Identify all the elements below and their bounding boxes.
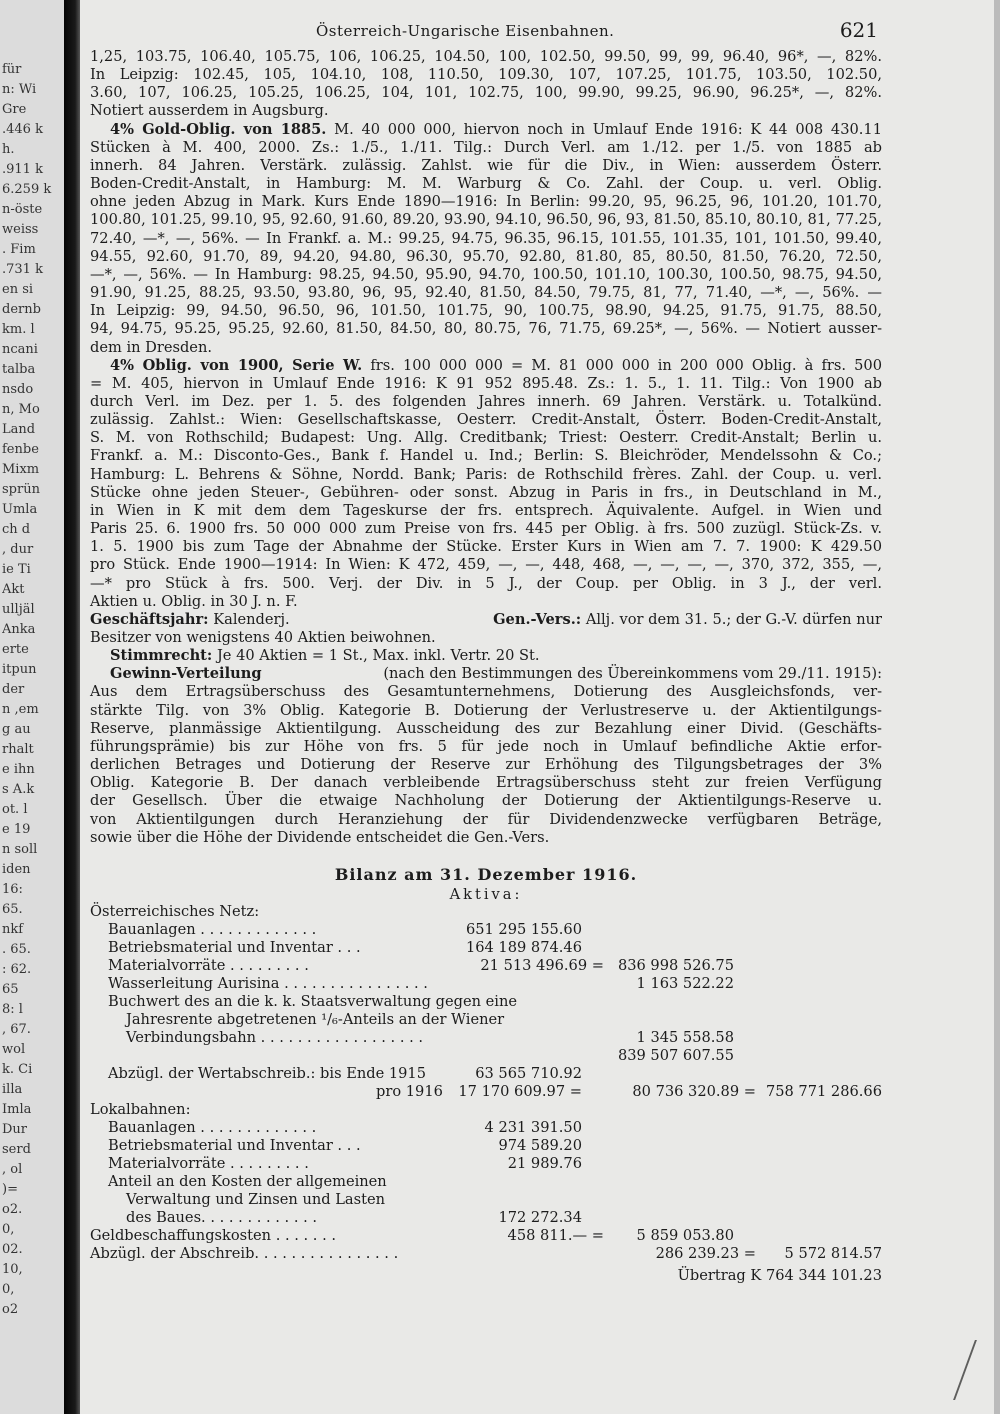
text-line: —* pro Stück à frs. 500. Verj. der Div. in 5 J., der Coup. per Oblig. in 3 J., der verl. — [90, 574, 882, 592]
text-line: 1,25, 103.75, 106.40, 105.75, 106, 106.25, 104.50, 100, 102.50, 99.50, 99, 99, 96.40, 96*, —, 82%. — [90, 48, 882, 65]
balance-row — [90, 1029, 882, 1047]
balance-row — [90, 975, 882, 993]
voting-rights — [90, 647, 882, 665]
bond-heading: 4% Oblig. von 1900, Serie W. — [110, 356, 363, 374]
general-meeting-label: Gen.-Vers.: — [493, 610, 582, 628]
text-line: = M. 405, hiervon in Umlauf Ende 1916: K 91 952 895.48. Zs.: 1. 5., 1. 11. Tilg.: Von 1900 ab — [90, 374, 882, 392]
text-line — [90, 357, 882, 375]
margin-fragment: 10, — [2, 1262, 23, 1277]
item-label: Wasserleitung Aurisina . . . . . . . . . . . . . . . . — [108, 974, 428, 992]
margin-fragment: itpun — [2, 662, 37, 677]
margin-fragment: iden — [2, 862, 31, 877]
fiscal-year-value: Kalenderj. — [213, 610, 290, 628]
page-edge — [994, 0, 1000, 1414]
margin-fragment: 8: l — [2, 1002, 23, 1017]
margin-fragment: ulljäl — [2, 602, 35, 617]
item-label: Geldbeschaffungskosten . . . . . . . — [90, 1226, 337, 1244]
text-line: ohne jeden Abzug in Mark. Kurs Ende 1890—1916: In Berlin: 99.20, 95, 96.25, 96, 101.20, 101.70, — [90, 193, 882, 211]
paragraph-kurse-continued — [90, 48, 882, 121]
item-label: Verbindungsbahn . . . . . . . . . . . . . . . . . . — [126, 1028, 424, 1046]
balance-sheet — [90, 903, 882, 1285]
balance-row — [90, 1267, 882, 1285]
margin-fragment: n soll — [2, 842, 38, 857]
item-value: 21 989.76 — [507, 1154, 582, 1172]
text-line: in Wien in K mit dem dem Tageskurse der frs. entsprech. Äquivalente. Aufgel. in Wien und — [90, 501, 882, 519]
pencil-mark — [953, 1340, 997, 1400]
margin-fragment: h. — [2, 142, 15, 157]
margin-fragment: Gre — [2, 102, 27, 117]
margin-fragment: s A.k — [2, 782, 35, 797]
balance-row — [90, 921, 882, 939]
item-label: Materialvorräte . . . . . . . . . — [108, 956, 309, 974]
balance-row — [90, 1083, 882, 1101]
margin-fragment: Mixm — [2, 462, 40, 477]
margin-fragment: o2. — [2, 1202, 23, 1217]
page-content — [90, 12, 882, 1402]
balance-row — [90, 903, 882, 921]
item-label: des Baues. . . . . . . . . . . . . — [126, 1208, 318, 1226]
item-total: 5 572 814.57 — [784, 1244, 882, 1262]
margin-fragment: o2 — [2, 1302, 19, 1317]
margin-fragment: e ihn — [2, 762, 35, 777]
margin-fragment: , dur — [2, 542, 34, 557]
text-line: In Leipzig: 99, 94.50, 96.50, 96, 101.50, 101.75, 90, 100.75, 98.90, 94.25, 91.75, 91.75, 88.50, — [90, 302, 882, 320]
balance-row — [90, 1209, 882, 1227]
balance-row — [90, 939, 882, 957]
margin-fragment: nkf — [2, 922, 24, 937]
item-label: Abzügl. der Abschreib. . . . . . . . . . . . . . . . — [90, 1244, 399, 1262]
text-line: 100.80, 101.25, 99.10, 95, 92.60, 91.60, 89.20, 93.90, 94.10, 96.50, 96, 93, 81.50, 85.10, 80.10, 81, 77.25, — [90, 211, 882, 229]
margin-fragment: , ol — [2, 1162, 23, 1177]
general-meeting-continued: Besitzer von wenigstens 40 Aktien beiwohnen. — [90, 629, 436, 646]
fiscal-year-label: Geschäftsjahr: — [90, 610, 209, 628]
text-line: Hamburg: L. Behrens & Söhne, Nordd. Bank; Paris: de Rothschild frères. Zahl. der Coup. u. verl. — [90, 465, 882, 483]
item-value: 164 189 874.46 — [465, 938, 582, 956]
margin-fragment: serd — [2, 1142, 31, 1157]
balance-row — [90, 957, 882, 975]
paragraph-oblig-1900 — [90, 357, 882, 611]
margin-fragment: .731 k — [2, 262, 43, 277]
margin-fragment: wol — [2, 1042, 26, 1057]
item-total: 758 771 286.66 — [765, 1082, 882, 1100]
item-value: 1 345 558.58 — [636, 1028, 734, 1046]
item-value: 21 513 496.69 = — [480, 956, 604, 974]
balance-row — [90, 1011, 882, 1029]
margin-fragment: )= — [2, 1182, 18, 1197]
margin-fragment: k. Ci — [2, 1062, 33, 1077]
text-line: durch Verl. im Dez. per 1. 5. des folgenden Jahres innerh. 69 Jahren. Verstärk. u. Totalkünd. — [90, 392, 882, 410]
item-label: Abzügl. der Wertabschreib.: bis Ende 1915 — [108, 1064, 427, 1082]
text-line: In Leipzig: 102.45, 105, 104.10, 108, 110.50, 109.30, 107, 107.25, 101.75, 103.50, 102.50, — [90, 66, 882, 84]
bond-heading: 4% Gold-Oblig. von 1885. — [110, 120, 327, 138]
text-line: 91.90, 91.25, 88.25, 93.50, 93.80, 96, 95, 92.40, 81.50, 84.50, 79.75, 81, 77, 71.40, —*, —, 56%. — — [90, 284, 882, 302]
balance-row — [90, 1173, 882, 1191]
running-head — [90, 12, 882, 48]
margin-fragment: 16: — [2, 882, 23, 897]
margin-fragment: 02. — [2, 1242, 23, 1257]
fiscal-year — [90, 611, 290, 629]
text-line: —*, —, 56%. — In Hamburg: 98.25, 94.50, 95.90, 94.70, 100.50, 101.10, 100.30, 100.50, 98.75, 94.50, — [90, 265, 882, 283]
margin-fragment: illa — [2, 1082, 23, 1097]
margin-fragment: : 62. — [2, 962, 32, 977]
margin-fragment: talba — [2, 362, 36, 377]
margin-fragment: e 19 — [2, 822, 31, 837]
margin-fragment: Akt — [2, 582, 25, 597]
profit-distribution-line: sowie über die Höhe der Dividende entscheidet die Gen.-Vers. — [90, 828, 550, 846]
carry-forward: Übertrag K 764 344 101.23 — [677, 1266, 882, 1284]
text-line: 72.40, —*, —, 56%. — In Frankf. a. M.: 99.25, 94.75, 96.35, 96.15, 101.55, 101.35, 101, 101.50, 99.40, — [90, 229, 882, 247]
margin-fragment: km. l — [2, 322, 35, 337]
margin-fragment: n-öste — [2, 202, 43, 217]
margin-fragment: für — [2, 62, 22, 77]
margin-fragment: Dur — [2, 1122, 28, 1137]
text-line: innerh. 84 Jahren. Verstärk. zulässig. Zahlst. wie für die Div., in Wien: ausserdem Österr. — [90, 156, 882, 174]
text-line: Paris 25. 6. 1900 frs. 50 000 000 zum Preise von frs. 445 per Oblig. à frs. 500 zuzügl. Stück-Zs. v. — [90, 520, 882, 538]
balance-row — [90, 1227, 882, 1245]
item-subtotal: 5 859 053.80 — [636, 1226, 734, 1244]
balance-row — [90, 1245, 882, 1263]
text-line: Notiert ausserdem in Augsburg. — [90, 102, 329, 120]
margin-fragment: fenbe — [2, 442, 39, 457]
balance-row — [90, 993, 882, 1011]
text-line: dem in Dresden. — [90, 338, 212, 356]
item-value: 4 231 391.50 — [484, 1118, 582, 1136]
margin-fragment: 0, — [2, 1282, 15, 1297]
margin-fragment: .446 k — [2, 122, 43, 137]
body-text — [90, 48, 882, 847]
item-value: 286 239.23 = — [655, 1244, 756, 1262]
profit-distribution-line: stärkte Tilg. von 3% Oblig. Kategorie B. Dotierung der Verlustreserve u. der Aktientilgungs- — [90, 701, 882, 719]
text-line: pro Stück. Ende 1900—1914: In Wien: K 472, 459, —, —, 448, 468, —, —, —, —, 370, 372, 355, —, — [90, 556, 882, 574]
margin-fragment: der — [2, 682, 25, 697]
text-line: S. M. von Rothschild; Budapest: Ung. Allg. Creditbank; Triest: Oesterr. Credit-Anstalt; Berlin u. — [90, 429, 882, 447]
text-line: Aktien u. Oblig. in 30 J. n. F. — [90, 592, 298, 610]
margin-fragment: dernb — [2, 302, 41, 317]
margin-fragment: 6.259 k — [2, 182, 52, 197]
margin-fragment: nsdo — [2, 382, 34, 397]
item-label: Materialvorräte . . . . . . . . . — [108, 1154, 309, 1172]
text-line: 1. 5. 1900 bis zum Tage der Abnahme der Stücke. Erster Kurs in Wien am 7. 7. 1900: K 429.50 — [90, 538, 882, 556]
text-line: Stücke ohne jeden Steuer-, Gebühren- oder sonst. Abzug in Paris in frs., in Deutschland in M., — [90, 483, 882, 501]
margin-fragment: ncani — [2, 342, 38, 357]
voting-rights-label: Stimmrecht: — [110, 647, 213, 665]
paragraph-gold-oblig-1885 — [90, 121, 882, 357]
voting-rights-value: Je 40 Aktien = 1 St., Max. inkl. Vertr. 20 St. — [216, 647, 540, 665]
balance-row — [90, 1101, 882, 1119]
margin-fragment: . Fim — [2, 242, 36, 257]
item-label: Betriebsmaterial und Inventar . . . — [108, 938, 361, 956]
margin-fragment: sprün — [2, 482, 40, 497]
balance-row — [90, 1047, 882, 1065]
bond-text: frs. 100 000 000 = M. 81 000 000 in 200 000 Oblig. à frs. 500 — [362, 356, 882, 374]
running-title: Österreich-Ungarische Eisenbahnen. — [316, 22, 615, 40]
item-value: 974 589.20 — [498, 1136, 582, 1154]
balance-row — [90, 1191, 882, 1209]
margin-fragment: 65. — [2, 902, 23, 917]
text-line: Stücken à M. 400, 2000. Zs.: 1./5., 1./11. Tilg.: Durch Verl. am 1./12. per 1./5. von 1885 ab — [90, 138, 882, 156]
profit-distribution-line: (nach den Bestimmungen des Übereinkommens vom 29./11. 1915): — [383, 665, 882, 683]
profit-distribution-label: Gewinn-Verteilung — [110, 665, 262, 683]
balance-sheet-title: Bilanz am 31. Dezember 1916. — [334, 864, 638, 884]
margin-fragment: 65 — [2, 982, 19, 997]
margin-fragment: n, Mo — [2, 402, 40, 417]
item-value: 63 565 710.92 — [475, 1064, 582, 1082]
margin-fragment: Imla — [2, 1102, 32, 1117]
section-label: Österreichisches Netz: — [90, 902, 260, 920]
profit-distribution-line: führungsprämie) bis zur Höhe von frs. 5 für jede noch in Umlauf befindliche Aktie erfor- — [90, 737, 882, 755]
general-meeting — [493, 611, 882, 629]
margin-fragment: Umla — [2, 502, 38, 517]
item-subtotal: 80 736 320.89 = — [632, 1082, 756, 1100]
balance-row — [90, 1137, 882, 1155]
page-number: 621 — [839, 18, 878, 42]
text-line: 3.60, 107, 106.25, 105.25, 106.25, 104, 101, 102.75, 100, 99.90, 99.25, 96.90, 96.25*, —, 82%. — [90, 84, 882, 102]
item-value: 651 295 155.60 — [465, 920, 582, 938]
margin-fragment: weiss — [2, 222, 39, 237]
profit-distribution-line: derlichen Betrages und Dotierung der Reserve zur Erhöhung des Tilgungsbetrages der 3% — [90, 756, 882, 774]
item-label: Betriebsmaterial und Inventar . . . — [108, 1136, 361, 1154]
margin-fragment: rhalt — [2, 742, 34, 757]
fiscal-year-row — [90, 611, 882, 629]
text-line: 94, 94.75, 95.25, 95.25, 92.60, 81.50, 84.50, 80, 80.75, 76, 71.75, 69.25*, —, 56%. — Notiert ausser- — [90, 320, 882, 338]
bond-text: M. 40 000 000, hiervon noch in Umlauf Ende 1916: K 44 008 430.11 — [326, 120, 882, 138]
margin-fragment: n ,em — [2, 702, 39, 717]
balance-row — [90, 1065, 882, 1083]
profit-distribution-line: Oblig. Kategorie B. Der danach verbleibende Ertragsüberschuss steht zur freien Verfügung — [90, 774, 882, 792]
profit-distribution-line: von Aktientilgungen durch Heranziehung der für Dividendenzwecke verfügbaren Beträge, — [90, 810, 882, 828]
general-meeting-value: Allj. vor dem 31. 5.; der G.-V. dürfen nur — [585, 610, 882, 628]
margin-fragment: . 65. — [2, 942, 31, 957]
item-value: 458 811.— = — [507, 1226, 604, 1244]
item-label: Bauanlagen . . . . . . . . . . . . . — [108, 1118, 317, 1136]
margin-fragment: g au — [2, 722, 31, 737]
profit-distribution — [90, 665, 882, 847]
item-value: 1 163 522.22 — [636, 974, 734, 992]
profit-distribution-line: Reserve, planmässige Aktientilgung. Ausscheidung des zur Bezahlung einer Divid. (Geschäfts- — [90, 719, 882, 737]
assets-heading: Aktiva: — [449, 885, 523, 903]
margin-fragment: ch d — [2, 522, 31, 537]
section-label: Lokalbahnen: — [90, 1100, 191, 1118]
margin-fragment: Anka — [2, 622, 36, 637]
text-line: 94.55, 92.60, 91.70, 89, 94.20, 94.80, 96.30, 95.70, 92.80, 81.80, 85, 80.50, 81.50, 76.20, 72.50, — [90, 247, 882, 265]
profit-distribution-first-line — [90, 665, 882, 683]
margin-fragment: 0, — [2, 1222, 15, 1237]
item-value: 172 272.34 — [498, 1208, 582, 1226]
item-label: Buchwert des an die k. k. Staatsverwaltung gegen eine — [108, 992, 517, 1010]
margin-fragment: n: Wi — [2, 82, 37, 97]
item-subtotal: 836 998 526.75 — [617, 956, 734, 974]
margin-fragment: erte — [2, 642, 29, 657]
item-label: Verwaltung und Zinsen und Lasten — [126, 1190, 386, 1208]
balance-row — [90, 1119, 882, 1137]
balance-row — [90, 1155, 882, 1173]
margin-fragment: ot. l — [2, 802, 28, 817]
text-line: Boden-Credit-Anstalt, in Hamburg: M. M. Warburg & Co. Zahl. der Coup. u. verl. Oblig. — [90, 175, 882, 193]
item-value: 17 170 609.97 = — [458, 1082, 582, 1100]
item-label: pro 1916 — [376, 1082, 443, 1100]
margin-fragment: en si — [2, 282, 34, 297]
margin-fragment: ie Ti — [2, 562, 31, 577]
text-line: Frankf. a. M.: Disconto-Ges., Bank f. Handel u. Ind.; Berlin: S. Bleichröder, Mendelssohn & Co.; — [90, 447, 882, 465]
text-line — [90, 121, 882, 139]
book-gutter — [64, 0, 80, 1414]
profit-distribution-line: der Gesellsch. Über die etwaige Nachholung der Dotierung der Aktientilgungs-Reserve u. — [90, 792, 882, 810]
item-label: Jahresrente abgetretenen ¹/₆-Anteils an der Wiener — [126, 1010, 505, 1028]
margin-fragment: .911 k — [2, 162, 43, 177]
item-label: Anteil an den Kosten der allgemeinen — [108, 1172, 387, 1190]
margin-fragment: Land — [2, 422, 36, 437]
margin-fragment: , 67. — [2, 1022, 31, 1037]
adjacent-page-fragment — [0, 0, 64, 1414]
profit-distribution-line: Aus dem Ertragsüberschuss des Gesamtunternehmens, Dotierung des Ausgleichsfonds, ver- — [90, 683, 882, 701]
item-label: Bauanlagen . . . . . . . . . . . . . — [108, 920, 317, 938]
text-line: zulässig. Zahlst.: Wien: Gesellschaftskasse, Oesterr. Credit-Anstalt, Österr. Boden-Credit-Anstalt, — [90, 411, 882, 429]
item-subtotal: 839 507 607.55 — [617, 1046, 734, 1064]
